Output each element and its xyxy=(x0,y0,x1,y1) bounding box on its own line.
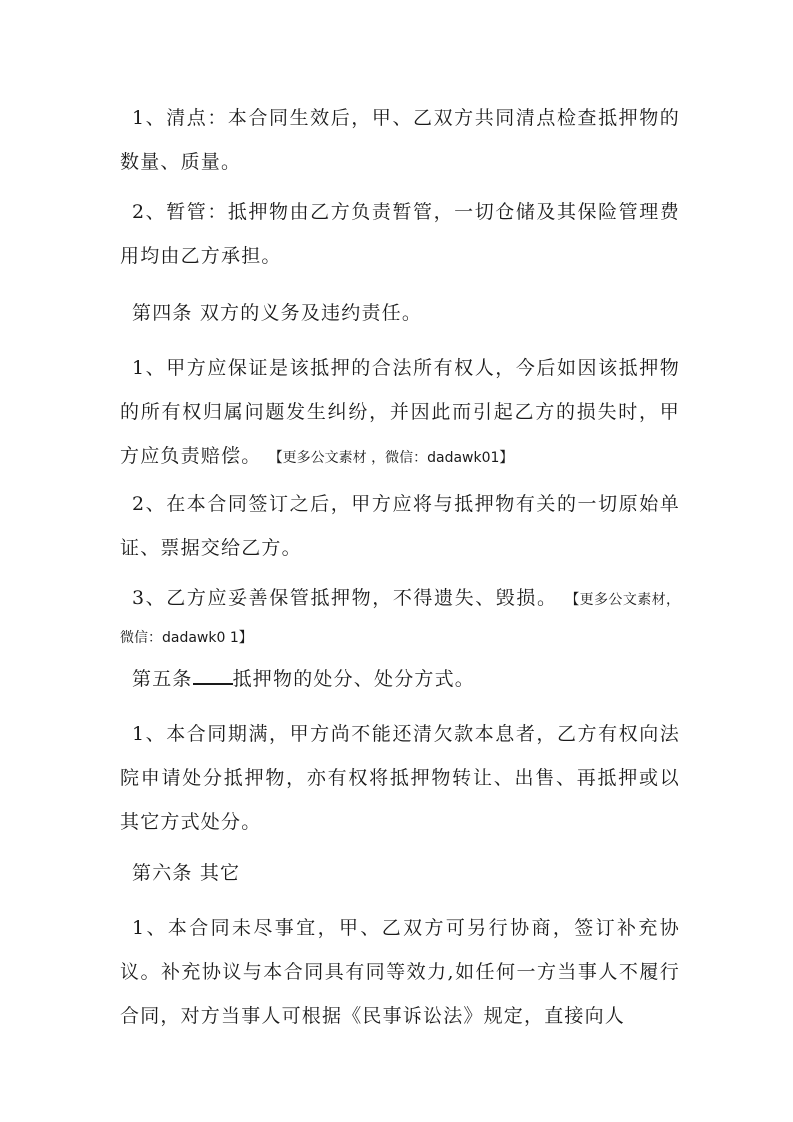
paragraph-custody xyxy=(120,190,680,278)
paragraph-text: 3、乙方应妥善保管抵押物，不得遗失、毁损。 xyxy=(132,587,558,609)
paragraph-safekeeping xyxy=(120,580,680,656)
paragraph-text: 2、在本合同签订之后，甲方应将与抵押物有关的一切原始单证、票据交给乙方。 xyxy=(120,493,680,559)
article-five-heading xyxy=(132,664,475,694)
article-five-prefix: 第五条 xyxy=(132,668,193,690)
paragraph-text: 1、清点：本合同生效后，甲、乙双方共同清点检查抵押物的数量、质量。 xyxy=(120,107,680,173)
paragraph-documents-handover xyxy=(120,482,680,570)
paragraph-disposal xyxy=(120,712,680,844)
paragraph-supplementary xyxy=(120,906,680,1038)
paragraph-text: 1、本合同期满，甲方尚不能还清欠款本息者，乙方有权向法院申请处分抵押物，亦有权将抵押物转让、出售、再抵押或以其它方式处分。 xyxy=(120,723,680,833)
paragraph-text: 1、本合同未尽事宜，甲、乙双方可另行协商，签订补充协议。补充协议与本合同具有同等效力,如任何一方当事人不履行合同，对方当事人可根据《民事诉讼法》规定，直接向人 xyxy=(120,917,680,1027)
promo-note: 【更多公文素材，微信：dadawk0 1】 xyxy=(120,592,680,646)
paragraph-text: 1、甲方应保证是该抵押的合法所有权人，今后如因该抵押物的所有权归属问题发生纠纷，并因此而引起乙方的损失时，甲方应负责赔偿。 xyxy=(120,357,680,467)
paragraph-text: 2、暂管：抵押物由乙方负责暂管，一切仓储及其保险管理费用均由乙方承担。 xyxy=(120,201,680,267)
blank-fill-line xyxy=(193,665,233,685)
article-six-heading: 第六条 其它 xyxy=(132,862,241,884)
article-five-title: 抵押物的处分、处分方式。 xyxy=(232,668,476,690)
paragraph-inventory-check xyxy=(120,96,680,184)
promo-note: 【更多公文素材 ，微信：dadawk01】 xyxy=(268,450,514,466)
paragraph-party-a-guarantee xyxy=(120,346,680,480)
article-four-heading: 第四条 双方的义务及违约责任。 xyxy=(132,302,423,324)
